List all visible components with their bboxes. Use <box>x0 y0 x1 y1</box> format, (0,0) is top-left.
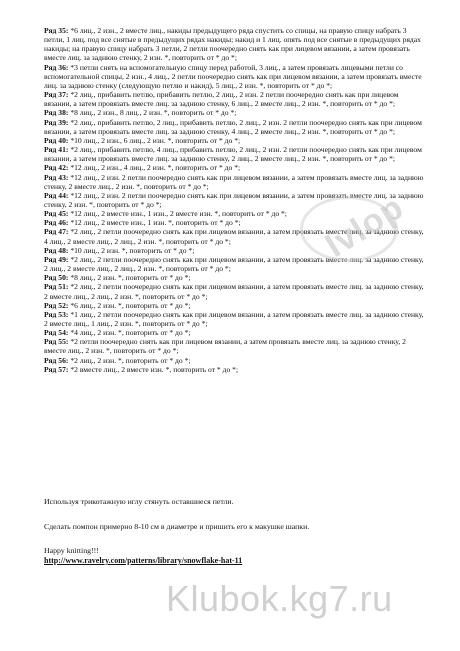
instruction-finish: Используя трикотажную иглу стянуть оставшиеся петли. <box>44 497 234 506</box>
row-instruction: *2 лиц., прибавить петлю, прибавить петлю, 2 лиц., 2 изн. 2 петли поочередно снять как при лицевом вязании, а затем провязать вместе лиц. за заднюю стенку, 6 лиц., 2 вместе лиц., 2 изн. *, повторить от * до *; <box>44 90 399 109</box>
pattern-row <box>44 90 424 108</box>
row-instruction: *2 петли поочередно снять как при лицевом вязании, а затем провязать вместе лиц. за заднюю стенку, 2 вместе лиц., 2 изн. *, повторить от * до *; <box>44 337 406 356</box>
pattern-row <box>44 310 424 328</box>
row-label: Ряд 50: <box>44 273 69 283</box>
row-instruction: *12 лиц., 2 изн., 4 лиц., 2 изн. *, повторить от * до *; <box>68 163 241 173</box>
row-label: Ряд 39: <box>44 117 69 127</box>
pattern-row <box>44 365 424 374</box>
row-instruction: *2 лиц., 2 петли поочередно снять как при лицевом вязании, а затем провязать вместе лиц. за заднюю стенку, 4 лиц., 2 вместе лиц., 2 лиц., 2 изн. *, повторить от * до *; <box>44 227 424 246</box>
pattern-row <box>44 108 424 117</box>
instruction-pompom: Сделать помпон примерно 8-10 см в диаметре и пришить его к макушке шапки. <box>44 522 310 531</box>
row-instruction: *2 лиц., 2 изн. *, повторить от * до *; <box>68 355 191 365</box>
row-label: Ряд 45: <box>44 209 69 219</box>
row-label: Ряд 40: <box>44 135 69 145</box>
row-instruction: *6 лиц., 2 изн. *, повторить от * до *; <box>68 300 191 310</box>
row-label: Ряд 48: <box>44 245 69 255</box>
row-label: Ряд 38: <box>44 108 69 118</box>
site-watermark: Klubok.kg7.ru <box>166 578 393 619</box>
row-instruction: *10 лиц., 2 изн., 6 лиц., 2 изн. *, повторить от * до *; <box>68 135 241 145</box>
row-label: Ряд 54: <box>44 328 69 338</box>
row-instruction: *12 лиц., 2 вместе изн., 1 изн. *, повторить от * до *; <box>68 218 241 228</box>
row-label: Ряд 55: <box>44 337 69 347</box>
row-instruction: *2 лиц., 2 петли поочередно снять как при лицевом вязании, а затем провязать вместе лиц. за заднюю стенку, 2 вместе лиц., 2 лиц., 2 изн. *, повторить от * до *; <box>44 282 424 301</box>
row-label: Ряд 35: <box>44 26 69 35</box>
row-label: Ряд 42: <box>44 163 69 173</box>
pattern-row <box>44 282 424 300</box>
row-label: Ряд 56: <box>44 355 69 365</box>
row-instruction: *12 лиц., 2 вместе изн., 1 изн., 2 вместе изн. *, повторить от * до *; <box>68 209 287 219</box>
pattern-row <box>44 356 424 365</box>
row-label: Ряд 46: <box>44 218 69 228</box>
pattern-row <box>44 273 424 282</box>
row-instruction: *2 лиц., 2 петли поочередно снять как при лицевом вязании, а затем провязать вместе лиц. за заднюю стенку, 2 лиц., 2 вместе лиц., 2 лиц., 2 изн. *, повторить от * до *; <box>44 254 424 274</box>
row-instruction: *4 лиц., 2 изн. *, повторить от * до *; <box>68 328 191 338</box>
row-instruction: *1 лиц., 2 петли поочередно снять как при лицевом вязании, а затем провязать вместе лиц. за заднюю стенку, 2 вместе лиц., 1 лиц., 2 изн. *, повторить от * до *; <box>44 309 424 328</box>
pattern-row <box>44 173 424 191</box>
row-label: Ряд 37: <box>44 90 69 100</box>
row-instruction: *2 лиц., прибавить петлю, 2 лиц., прибавить петлю, 2 лиц., 2 изн. 2 петли поочередно снять как при лицевом вязании, а затем провязать вместе лиц. за заднюю стенку, 4 лиц., 2 вместе лиц., 2 изн. *, повторить от * до *; <box>44 117 422 136</box>
row-instruction: *2 вместе лиц., 2 вместе изн. *, повторить от * до *; <box>68 364 239 374</box>
row-instruction: *12 лиц., 2 изн. 2 петли поочередно снять как при лицевом вязании, а затем провязать вместе лиц. за заднюю стенку, 2 изн. *, повторить от * до *; <box>44 190 424 209</box>
row-label: Ряд 36: <box>44 62 69 72</box>
pattern-row <box>44 26 424 63</box>
row-label: Ряд 44: <box>44 190 69 200</box>
row-label: Ряд 57: <box>44 364 69 374</box>
pattern-row <box>44 163 424 172</box>
pattern-row <box>44 328 424 337</box>
row-label: Ряд 49: <box>44 254 69 264</box>
row-label: Ряд 51: <box>44 282 69 292</box>
closing-note: Happy knitting!!! <box>44 546 99 555</box>
row-instruction: *12 лиц., 2 изн. 2 петли поочередно снять как при лицевом вязании, а затем провязать вместе лиц. за заднюю стенку, 2 вместе лиц., 2 изн. *, повторить от * до *; <box>44 172 424 191</box>
row-label: Ряд 53: <box>44 309 69 319</box>
pattern-row <box>44 136 424 145</box>
row-instruction: *10 лиц., 2 изн. *, повторить от * до *; <box>68 245 195 255</box>
pattern-row <box>44 301 424 310</box>
row-instruction: *3 петли снять на вспомогательную спицу перед работой, 3 лиц., а затем провязать лицевыми петли со вспомогательной спицы, 2 изн., 4 лиц., 2 петли поочередно снять как при лицевом вязании, а затем провязать вместе лиц. за заднюю стенку (следующую петлю и накид), 5 лиц., 2 изн. *, повторить от * до *; <box>44 62 422 90</box>
row-instruction: *8 лиц., 2 изн. *, повторить от * до *; <box>68 273 191 283</box>
row-label: Ряд 41: <box>44 145 69 155</box>
row-label: Ряд 47: <box>44 227 69 237</box>
row-label: Ряд 52: <box>44 300 69 310</box>
row-instruction: *2 лиц., прибавить петлю, 4 лиц., прибавить петлю, 2 лиц., 2 изн. 2 петли поочередно снять как при лицевом вязании, а затем провязать вместе лиц. за заднюю стенку, 2 лиц., 2 вместе лиц., 2 изн. *, повторить от * до *; <box>44 145 422 164</box>
row-instruction: *8 лиц., 2 изн., 8 лиц., 2 изн. *, повторить от * до *; <box>68 108 237 118</box>
row-label: Ряд 43: <box>44 172 69 182</box>
pattern-row <box>44 118 424 136</box>
pattern-row <box>44 145 424 163</box>
pattern-row <box>44 63 424 90</box>
source-link[interactable]: http://www.ravelry.com/patterns/library/snowflake-hat-11 <box>44 556 243 565</box>
pattern-row <box>44 337 424 355</box>
watermark-logo: Ivlop <box>318 188 411 265</box>
row-instruction: *6 лиц., 2 изн., 2 вместе лиц., накиды предыдущего ряда спустить со спицы, на правую спицу набрать 3 петли, 1 лиц. под все снятые в предыдущих рядах накиды; накид и 1 лиц. опять под все снятые в предыдущих рядах накиды; на правую спицу набрать 3 петли, 2 петли поочередно снять как при лицевом вязании, а затем провязать вместе лиц. за заднюю стенку, 2 изн. *, повторить от * до *; <box>44 26 421 63</box>
